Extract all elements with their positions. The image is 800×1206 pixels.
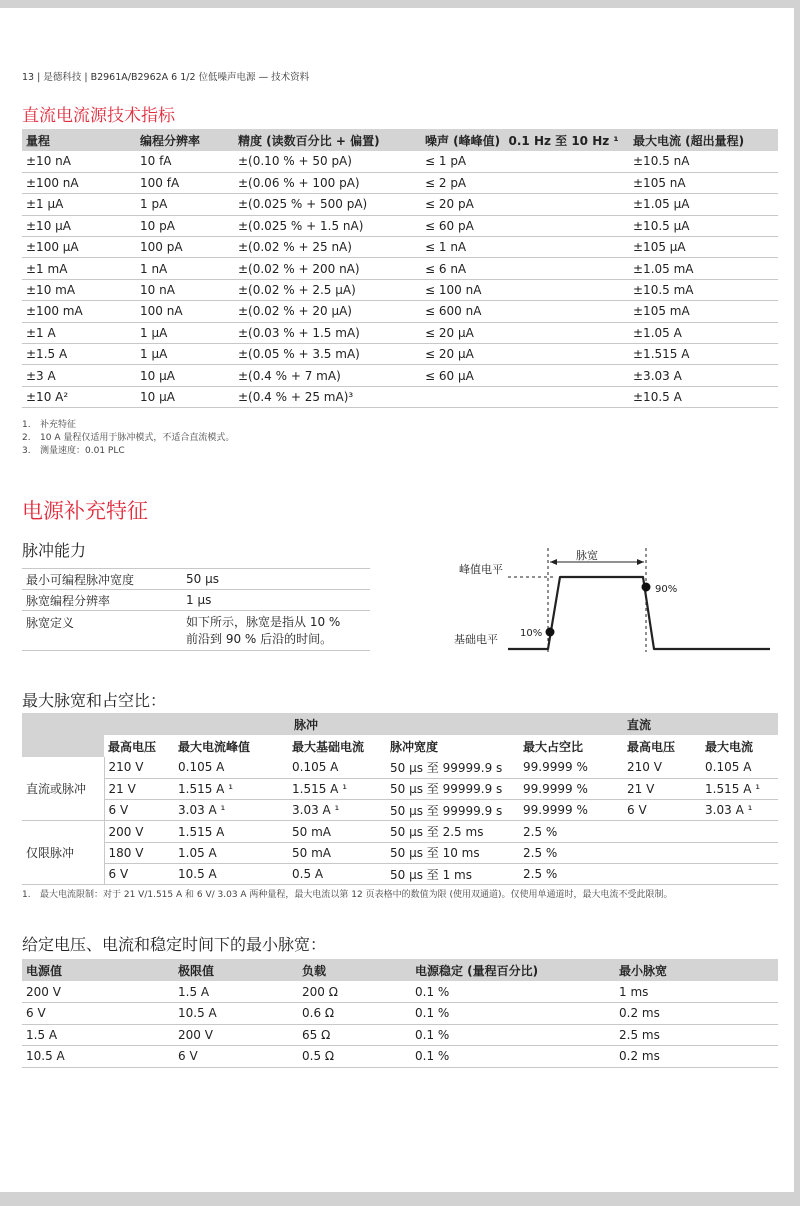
cell: ≤ 1 pA <box>421 151 629 172</box>
cell: 0.1 % <box>411 1046 615 1068</box>
pulse-waveform <box>508 577 770 649</box>
cell: ±1.05 μA <box>629 194 778 215</box>
cell: 2.5 % <box>519 821 623 842</box>
cell: 0.1 % <box>411 981 615 1003</box>
max-pulse-group-row <box>22 713 778 735</box>
cell: 180 V <box>104 842 174 863</box>
pulse-capability-table <box>22 568 370 651</box>
cell: 1 μA <box>136 344 234 365</box>
table-row <box>22 800 778 821</box>
cell: 0.1 % <box>411 1003 615 1025</box>
dc-source-table <box>22 129 778 408</box>
cell: 6 V <box>104 800 174 821</box>
row-group-label: 仅限脉冲 <box>22 821 104 885</box>
table-row <box>22 863 778 884</box>
col-header: 最小脉宽 <box>619 963 668 978</box>
cell: ±10.5 A <box>629 386 778 407</box>
cell: 99.9999 % <box>519 778 623 799</box>
label-10-percent: 10% <box>520 628 543 639</box>
cell: 99.9999 % <box>519 800 623 821</box>
page-header: 13 | 是德科技 | B2961A/B2962A 6 1/2 位低噪声电源 — 技术资料 <box>22 72 310 83</box>
cell: ±100 μA <box>22 237 136 258</box>
cell: 6 V <box>174 1046 298 1068</box>
cell: 50 μs 至 2.5 ms <box>386 821 519 842</box>
cell: 200 V <box>22 981 174 1003</box>
cell: ±(0.025 % + 1.5 nA) <box>234 215 421 236</box>
cell: 100 pA <box>136 237 234 258</box>
cell: 50 mA <box>288 842 386 863</box>
cell: ±(0.05 % + 3.5 mA) <box>234 344 421 365</box>
cell <box>623 821 701 842</box>
col-header: 编程分辨率 <box>140 133 201 148</box>
cell <box>701 821 778 842</box>
note-line <box>22 889 672 902</box>
col-header: 最高电压 <box>108 739 157 754</box>
cell: 1.515 A ¹ <box>174 778 288 799</box>
cell: 0.5 Ω <box>298 1046 411 1068</box>
cell: ≤ 6 nA <box>421 258 629 279</box>
cell: 0.105 A <box>701 757 778 778</box>
cell: ±1 μA <box>22 194 136 215</box>
cell: 1 μA <box>136 322 234 343</box>
col-header: 量程 <box>26 133 51 148</box>
arrow-right-head <box>637 559 644 565</box>
col-header-part: 0.1 Hz 至 10 Hz ¹ <box>508 133 619 148</box>
dc-source-header-row <box>22 129 778 151</box>
cell: 1.5 A <box>22 1024 174 1046</box>
cell: 1.05 A <box>174 842 288 863</box>
cell: ≤ 600 nA <box>421 301 629 322</box>
page-frame-top <box>0 0 800 8</box>
cell: ±10.5 mA <box>629 279 778 300</box>
cell: 200 Ω <box>298 981 411 1003</box>
cell: 50 μs 至 10 ms <box>386 842 519 863</box>
cell: 50 μs 至 99999.9 s <box>386 778 519 799</box>
page-frame-right <box>794 0 800 1206</box>
cell: 6 V <box>104 863 174 884</box>
note-text: 10 A 量程仅适用于脉冲模式，不适合直流模式。 <box>40 433 235 443</box>
cell: ±3.03 A <box>629 365 778 386</box>
cell: ±1 A <box>22 322 136 343</box>
cell: 1.515 A ¹ <box>288 778 386 799</box>
point-90-percent <box>642 583 651 592</box>
cell: ±1.5 A <box>22 344 136 365</box>
note-number: 3. <box>22 446 31 456</box>
cell: ≤ 60 μA <box>421 365 629 386</box>
cell: 10.5 A <box>174 1003 298 1025</box>
cell: 200 V <box>174 1024 298 1046</box>
table-row <box>22 386 778 407</box>
col-header: 精度 (读数百分比 + 偏置) <box>238 133 380 148</box>
cell: 2.5 ms <box>615 1024 778 1046</box>
cell: 21 V <box>623 778 701 799</box>
cell: ±(0.4 % + 25 mA)³ <box>234 386 421 407</box>
cell: ±(0.02 % + 2.5 μA) <box>234 279 421 300</box>
cell: ±(0.025 % + 500 pA) <box>234 194 421 215</box>
cell: 6 V <box>22 1003 174 1025</box>
cell: ±10.5 μA <box>629 215 778 236</box>
cell: ±1 mA <box>22 258 136 279</box>
cell: ±10 mA <box>22 279 136 300</box>
table-row <box>22 590 370 611</box>
page-frame-bottom <box>0 1192 800 1206</box>
cell: ≤ 20 pA <box>421 194 629 215</box>
table-row <box>22 569 370 590</box>
table-row <box>22 365 778 386</box>
cell: 10 pA <box>136 215 234 236</box>
min-pulse-body <box>22 981 778 1067</box>
cell: ≤ 100 nA <box>421 279 629 300</box>
table-row <box>22 301 778 322</box>
base-level-label: 基础电平 <box>454 633 498 646</box>
cell: 1.5 A <box>174 981 298 1003</box>
col-header: 最大电流 (超出量程) <box>633 133 745 148</box>
cell: ±(0.06 % + 100 pA) <box>234 172 421 193</box>
col-header-part: 噪声 (峰峰值) <box>425 133 501 148</box>
cell: ±1.515 A <box>629 344 778 365</box>
cell: ±105 μA <box>629 237 778 258</box>
supplement-title: 电源补充特征 <box>22 499 148 523</box>
min-pulse-title: 给定电压、电流和稳定时间下的最小脉宽： <box>22 935 327 954</box>
cell: ±10 A² <box>22 386 136 407</box>
cell: 0.105 A <box>288 757 386 778</box>
cell: 6 V <box>623 800 701 821</box>
cell: ±1.05 A <box>629 322 778 343</box>
table-row <box>22 322 778 343</box>
table-row <box>22 1024 778 1046</box>
cell-line: 如下所示，脉宽是指从 10 % <box>186 615 341 629</box>
cell: 10 fA <box>136 151 234 172</box>
cell: ±(0.10 % + 50 pA) <box>234 151 421 172</box>
table-row <box>22 611 370 651</box>
cell: 10.5 A <box>174 863 288 884</box>
note-line <box>22 432 234 445</box>
cell-line: 前沿到 90 % 后沿的时间。 <box>186 632 333 646</box>
cell: ±100 mA <box>22 301 136 322</box>
table-row <box>22 237 778 258</box>
cell: 100 nA <box>136 301 234 322</box>
col-header: 最大基础电流 <box>292 739 365 754</box>
col-header-empty <box>22 735 104 757</box>
table-row <box>22 215 778 236</box>
table-row <box>22 757 778 778</box>
cell: 1.515 A <box>174 821 288 842</box>
cell: ±(0.4 % + 7 mA) <box>234 365 421 386</box>
dc-source-notes <box>22 419 234 458</box>
cell: 10 nA <box>136 279 234 300</box>
table-row <box>22 172 778 193</box>
row-group-label: 直流或脉冲 <box>22 757 104 821</box>
cell: 50 μs 至 99999.9 s <box>386 800 519 821</box>
col-header: 负载 <box>302 963 327 978</box>
width-label: 脉宽 <box>576 549 598 562</box>
col-header: 最大电流 <box>705 739 754 754</box>
max-pulse-body <box>22 757 778 885</box>
peak-level-label: 峰值电平 <box>459 563 503 576</box>
cell: 1 ms <box>615 981 778 1003</box>
col-header: 最大电流峰值 <box>178 739 251 754</box>
col-header: 脉冲宽度 <box>390 739 439 754</box>
pulse-width-diagram <box>440 540 790 660</box>
col-header: 电源值 <box>26 963 63 978</box>
cell: ±10 μA <box>22 215 136 236</box>
cell: 0.6 Ω <box>298 1003 411 1025</box>
cell: ≤ 20 μA <box>421 322 629 343</box>
col-header: 最大占空比 <box>523 739 584 754</box>
group-header-pulse: 脉冲 <box>294 717 319 732</box>
table-row <box>22 344 778 365</box>
cell: 99.9999 % <box>519 757 623 778</box>
group-header-dc: 直流 <box>627 717 652 732</box>
table-row <box>22 151 778 172</box>
arrow-left-head <box>550 559 557 565</box>
cell: 2.5 % <box>519 863 623 884</box>
cell: ≤ 20 μA <box>421 344 629 365</box>
cell <box>701 863 778 884</box>
cell: ±1.05 mA <box>629 258 778 279</box>
col-header: 极限值 <box>178 963 215 978</box>
cell: ±(0.03 % + 1.5 mA) <box>234 322 421 343</box>
cell: 100 fA <box>136 172 234 193</box>
cell: 210 V <box>623 757 701 778</box>
cell: ±3 A <box>22 365 136 386</box>
cell: 1.515 A ¹ <box>701 778 778 799</box>
cell: 50 μs <box>182 569 370 590</box>
cell: 50 μs 至 99999.9 s <box>386 757 519 778</box>
col-header: 最高电压 <box>627 739 676 754</box>
note-number: 2. <box>22 433 31 443</box>
cell: ±(0.02 % + 20 μA) <box>234 301 421 322</box>
cell: 50 μs 至 1 ms <box>386 863 519 884</box>
cell <box>421 386 629 407</box>
cell: ±(0.02 % + 25 nA) <box>234 237 421 258</box>
col-header: 电源稳定 (量程百分比) <box>415 963 539 978</box>
cell: ≤ 60 pA <box>421 215 629 236</box>
cell: 脉宽编程分辨率 <box>22 590 182 611</box>
cell: 3.03 A ¹ <box>701 800 778 821</box>
cell: ±(0.02 % + 200 nA) <box>234 258 421 279</box>
cell: 1 pA <box>136 194 234 215</box>
cell: 0.105 A <box>174 757 288 778</box>
cell: 3.03 A ¹ <box>288 800 386 821</box>
table-row <box>22 258 778 279</box>
table-row <box>22 821 778 842</box>
max-pulse-header-row <box>22 735 778 757</box>
table-row <box>22 981 778 1003</box>
cell <box>182 611 370 651</box>
group-empty <box>22 713 104 735</box>
note-number: 1. <box>22 890 31 900</box>
cell <box>623 863 701 884</box>
cell: 200 V <box>104 821 174 842</box>
cell: 2.5 % <box>519 842 623 863</box>
cell: ±105 nA <box>629 172 778 193</box>
cell: 最小可编程脉冲宽度 <box>22 569 182 590</box>
cell: 65 Ω <box>298 1024 411 1046</box>
note-text: 测量速度：0.01 PLC <box>40 446 125 456</box>
cell: 210 V <box>104 757 174 778</box>
note-line <box>22 445 234 458</box>
table-row <box>22 1003 778 1025</box>
cell: ≤ 1 nA <box>421 237 629 258</box>
cell: 脉宽定义 <box>22 611 182 651</box>
table-row <box>22 778 778 799</box>
cell <box>701 842 778 863</box>
min-pulse-table <box>22 959 778 1068</box>
cell: 0.5 A <box>288 863 386 884</box>
table-row <box>22 1046 778 1068</box>
max-pulse-title: 最大脉宽和占空比： <box>22 691 167 710</box>
note-number: 1. <box>22 420 31 430</box>
cell: 0.2 ms <box>615 1003 778 1025</box>
cell: ±10.5 nA <box>629 151 778 172</box>
note-line <box>22 419 234 432</box>
dc-source-title: 直流电流源技术指标 <box>22 106 175 126</box>
cell: ≤ 2 pA <box>421 172 629 193</box>
table-row <box>22 194 778 215</box>
max-pulse-table <box>22 713 778 885</box>
dc-source-body <box>22 151 778 408</box>
cell: 0.1 % <box>411 1024 615 1046</box>
note-text: 最大电流限制：对于 21 V/1.515 A 和 6 V/ 3.03 A 两种量程，最大电流以第 12 页表格中的数值为限 (使用双通道)。仅使用单通道时，最大电流不受此限制。 <box>40 890 673 900</box>
cell: ±10 nA <box>22 151 136 172</box>
cell: 50 mA <box>288 821 386 842</box>
table-row <box>22 842 778 863</box>
pulse-capability-title: 脉冲能力 <box>22 541 87 560</box>
point-10-percent <box>546 628 555 637</box>
cell: 10.5 A <box>22 1046 174 1068</box>
note-text: 补充特征 <box>40 420 77 430</box>
table-row <box>22 279 778 300</box>
cell: 10 μA <box>136 365 234 386</box>
cell: 1 nA <box>136 258 234 279</box>
cell <box>623 842 701 863</box>
cell: 1 μs <box>182 590 370 611</box>
cell: 3.03 A ¹ <box>174 800 288 821</box>
cell: ±100 nA <box>22 172 136 193</box>
cell: ±105 mA <box>629 301 778 322</box>
cell: 10 μA <box>136 386 234 407</box>
cell: 21 V <box>104 778 174 799</box>
cell: 0.2 ms <box>615 1046 778 1068</box>
col-header <box>421 129 629 151</box>
max-pulse-note <box>22 889 672 902</box>
label-90-percent: 90% <box>655 584 678 595</box>
min-pulse-header-row <box>22 959 778 981</box>
